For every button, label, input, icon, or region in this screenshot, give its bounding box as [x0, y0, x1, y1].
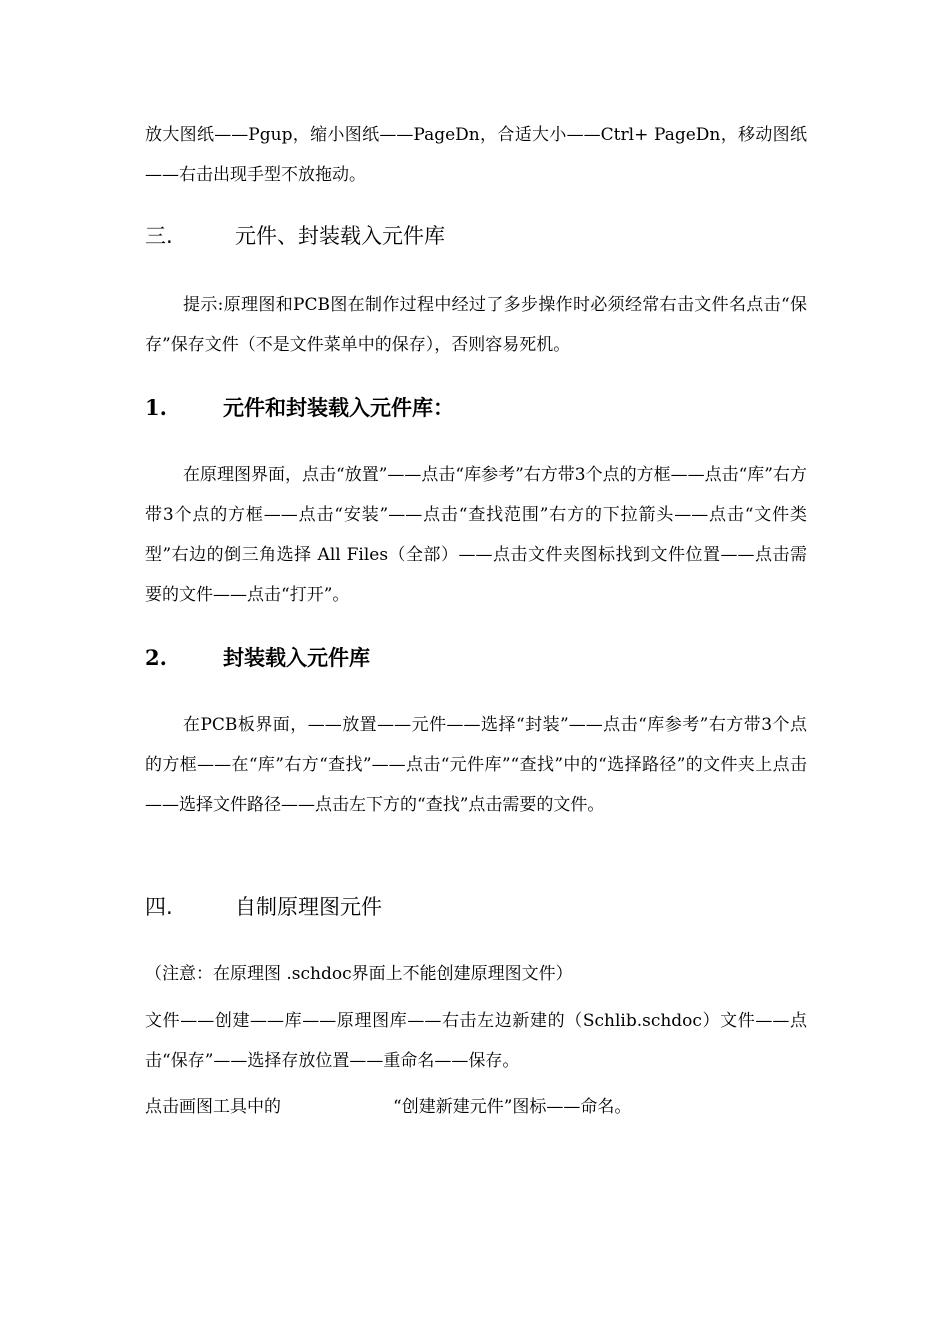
create-component-text-start: 点击画图工具中的: [145, 1097, 281, 1117]
section-heading-4: [145, 890, 807, 924]
section-title: 元件、封装载入元件库: [235, 224, 445, 248]
subsection-heading-2: [145, 641, 807, 675]
section-number: 三.: [145, 224, 173, 248]
subsection-heading-1: [145, 391, 807, 425]
subsection-title: 封装载入元件库: [223, 646, 370, 670]
component-load-steps-paragraph: 在原理图界面，点击“放置”——点击“库参考”右方带3个点的方框——点击“库”右方带3个点的方框——点击“安装”——点击“查找范围”右方的下拉箭头——点击“文件类型”右边的倒三角选择 All Files（全部）——点击文件夹图标找到文件位置——点击需要的文件——点击“打开”。: [145, 465, 807, 605]
note-paragraph: （注意：在原理图 .schdoc界面上不能创建原理图文件）: [145, 964, 573, 984]
footprint-load-steps-paragraph: 在PCB板界面，——放置——元件——选择“封装”——点击“库参考”右方带3个点的方框——在“库”右方“查找”——点击“元件库”“查找”中的“选择路径”的文件夹上点击——选择文件路径——点击左下方的“查找”点击需要的文件。: [145, 715, 807, 815]
section-number: 四.: [145, 895, 173, 919]
create-component-paragraph: [145, 1087, 807, 1127]
subsection-title: 元件和封装载入元件库：: [223, 396, 454, 420]
section-title: 自制原理图元件: [235, 895, 382, 919]
create-library-steps-paragraph: 文件——创建——库——原理图库——右击左边新建的（Schlib.schdoc）文件——点击“保存”——选择存放位置——重命名——保存。: [145, 1011, 807, 1071]
zoom-shortcuts-paragraph: 放大图纸——Pgup，缩小图纸——PageDn，合适大小——Ctrl+ PageDn，移动图纸——右击出现手型不放拖动。: [145, 125, 807, 185]
subsection-number: 1.: [145, 395, 167, 420]
save-tip-paragraph: 提示:原理图和PCB图在制作过程中经过了多步操作时必须经常右击文件名点击“保存”保存文件（不是文件菜单中的保存），否则容易死机。: [145, 295, 807, 355]
section-heading-3: [145, 219, 807, 253]
subsection-number: 2.: [145, 645, 167, 670]
create-component-text-end: “创建新建元件”图标——命名。: [393, 1097, 632, 1117]
